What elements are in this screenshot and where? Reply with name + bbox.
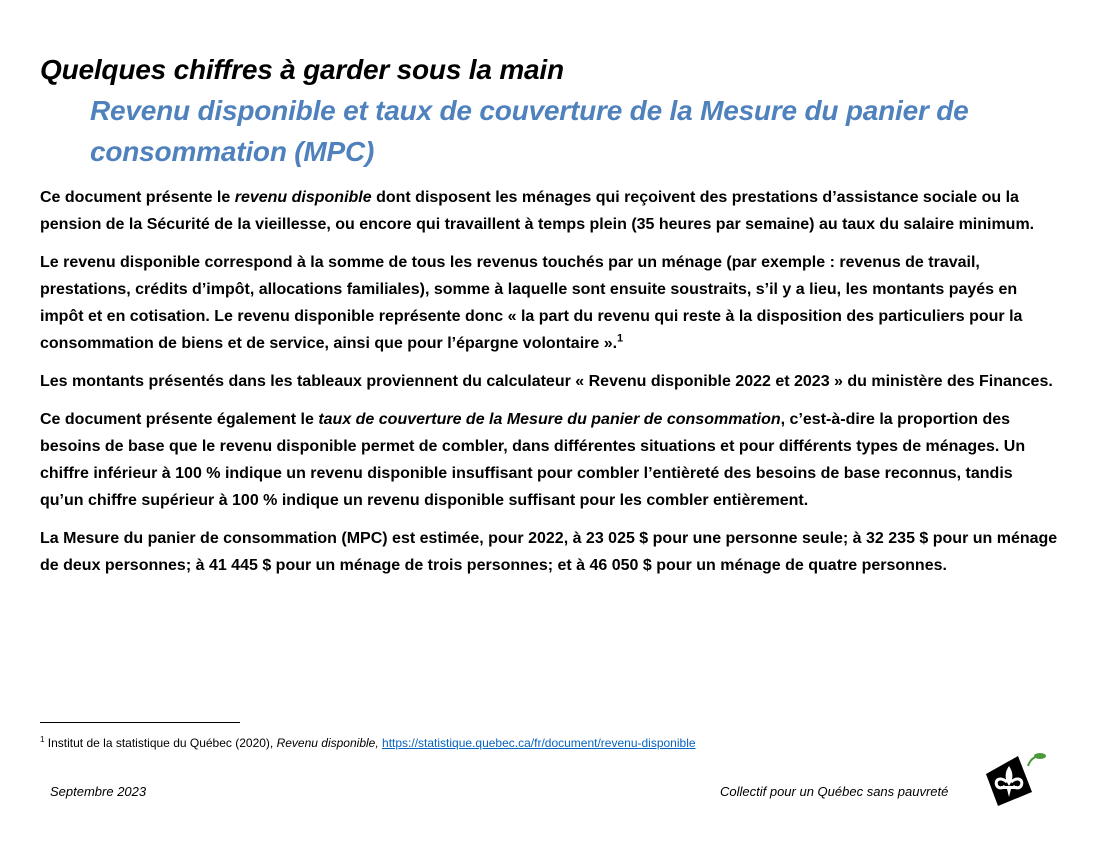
paragraph-4: Ce document présente également le taux de couverture de la Mesure du panier de consommation, c’est-à-dire la proportion des besoins de base que le revenu disponible permet de combler, dans différentes situations et pour différents types de ménages. Un chiffre inférieur à 100 % indique un revenu disponible insuffisant pour combler l’entièreté des besoins de base reconnus, tandis qu’un chiffre supérieur à 100 % indique un revenu disponible suffisant pour les combler entièrement. — [40, 411, 1026, 509]
footer-date: Septembre 2023 — [50, 784, 147, 799]
term-revenu-disponible: revenu disponible — [234, 189, 372, 206]
term-taux-couverture: taux de couverture de la Mesure du panier de consommation — [318, 411, 781, 428]
footnote-divider — [40, 722, 240, 723]
paragraph-3: Les montants présentés dans les tableaux proviennent du calculateur « Revenu disponible 2022 et 2023 » du ministère des Finances. — [40, 373, 1053, 390]
footnote: $^1$ Institut de la statistique du Québec (2020), Revenu disponible, https://statistique.quebec.ca/fr/document/revenu-disponible — [40, 735, 696, 750]
fleur-de-lis-logo-icon — [978, 752, 1048, 808]
footnote-link[interactable]: https://statistique.quebec.ca/fr/document/revenu-disponible — [382, 736, 696, 750]
footnote-number: 1 — [40, 735, 45, 744]
footnote-ref[interactable]: 1 — [617, 332, 624, 345]
page-title: Quelques chiffres à garder sous la main — [40, 54, 564, 85]
paragraph-1: Ce document présente le revenu disponible dont disposent les ménages qui reçoivent des prestations d’assistance sociale ou la pension de la Sécurité de la vieillesse, ou encore qui travaillent à temps plein (35 heures par semaine) au taux du salaire minimum. — [40, 189, 1035, 233]
page-subtitle: Revenu disponible et taux de couverture de la Mesure du panier de consommation (MPC) — [90, 95, 969, 167]
paragraph-5: La Mesure du panier de consommation (MPC) est estimée, pour 2022, à 23 025 $ pour une personne seule; à 32 235 $ pour un ménage de deux personnes; à 41 445 $ pour un ménage de trois personnes; et à 46 050 $ pour un ménage de quatre personnes. — [40, 530, 1058, 574]
document-page — [40, 52, 1060, 590]
paragraph-2: Le revenu disponible correspond à la somme de tous les revenus touchés par un ménage (par exemple : revenus de travail, prestations, crédits d’impôt, allocations familiales), somme à laquelle sont ensuite soustraits, s’il y a lieu, les montants payés en impôt et en cotisation. Le revenu disponible représente donc « la part du revenu qui reste à la disposition des particuliers pour la consommation de biens et de service, ainsi que pour l’épargne volontaire ».$^1$ — [40, 254, 1023, 352]
body-text — [40, 184, 1060, 579]
footer-organization: Collectif pour un Québec sans pauvreté — [720, 784, 949, 799]
